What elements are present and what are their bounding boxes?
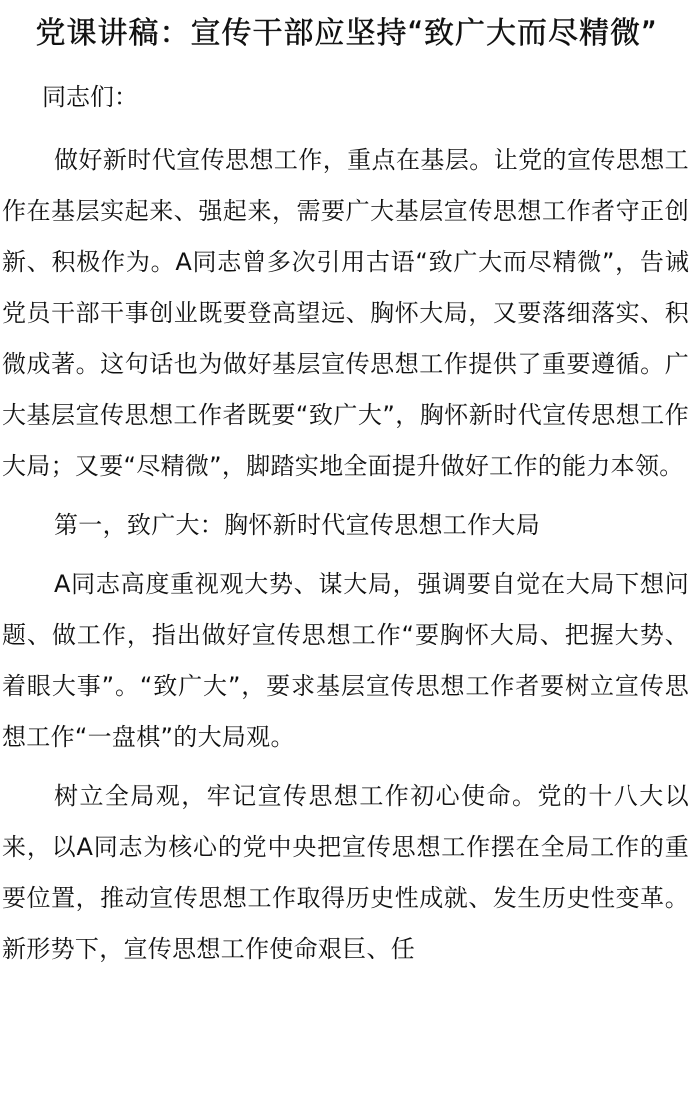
- document-title: 党课讲稿：宣传干部应坚持“致广大而尽精微”: [35, 16, 658, 51]
- paragraph-intro: 做好新时代宣传思想工作，重点在基层。让党的宣传思想工作在基层实起来、强起来，需要广大基层宣传思想工作者守正创新、积极作为。A同志曾多次引用古语“致广大而尽精微”，告诫党员干部干事创业既要登高望远、胸怀大局，又要落细落实、积微成著。这句话也为做好基层宣传思想工作提供了重要遵循。广大基层宣传思想工作者既要“致广大”，胸怀新时代宣传思想工作大局；又要“尽精微”，脚踏实地全面提升做好工作的能力本领。: [2, 146, 689, 480]
- paragraph-overall-view: 树立全局观，牢记宣传思想工作初心使命。党的十八大以来，以A同志为核心的党中央把宣传思想工作摆在全局工作的重要位置，推动宣传思想工作取得历史性成就、发生历史性变革。新形势下，宣传思想工作使命艰巨、任: [2, 782, 689, 963]
- paragraph-big-picture: A同志高度重视观大势、谋大局，强调要自觉在大局下想问题、做工作，指出做好宣传思想工作“要胸怀大局、把握大势、着眼大事”。“致广大”，要求基层宣传思想工作者要树立宣传思想工作“一盘棋”的大局观。: [2, 570, 689, 751]
- section-heading-first: 第一，致广大：胸怀新时代宣传思想工作大局: [54, 511, 540, 539]
- salutation: 同志们：: [42, 83, 138, 111]
